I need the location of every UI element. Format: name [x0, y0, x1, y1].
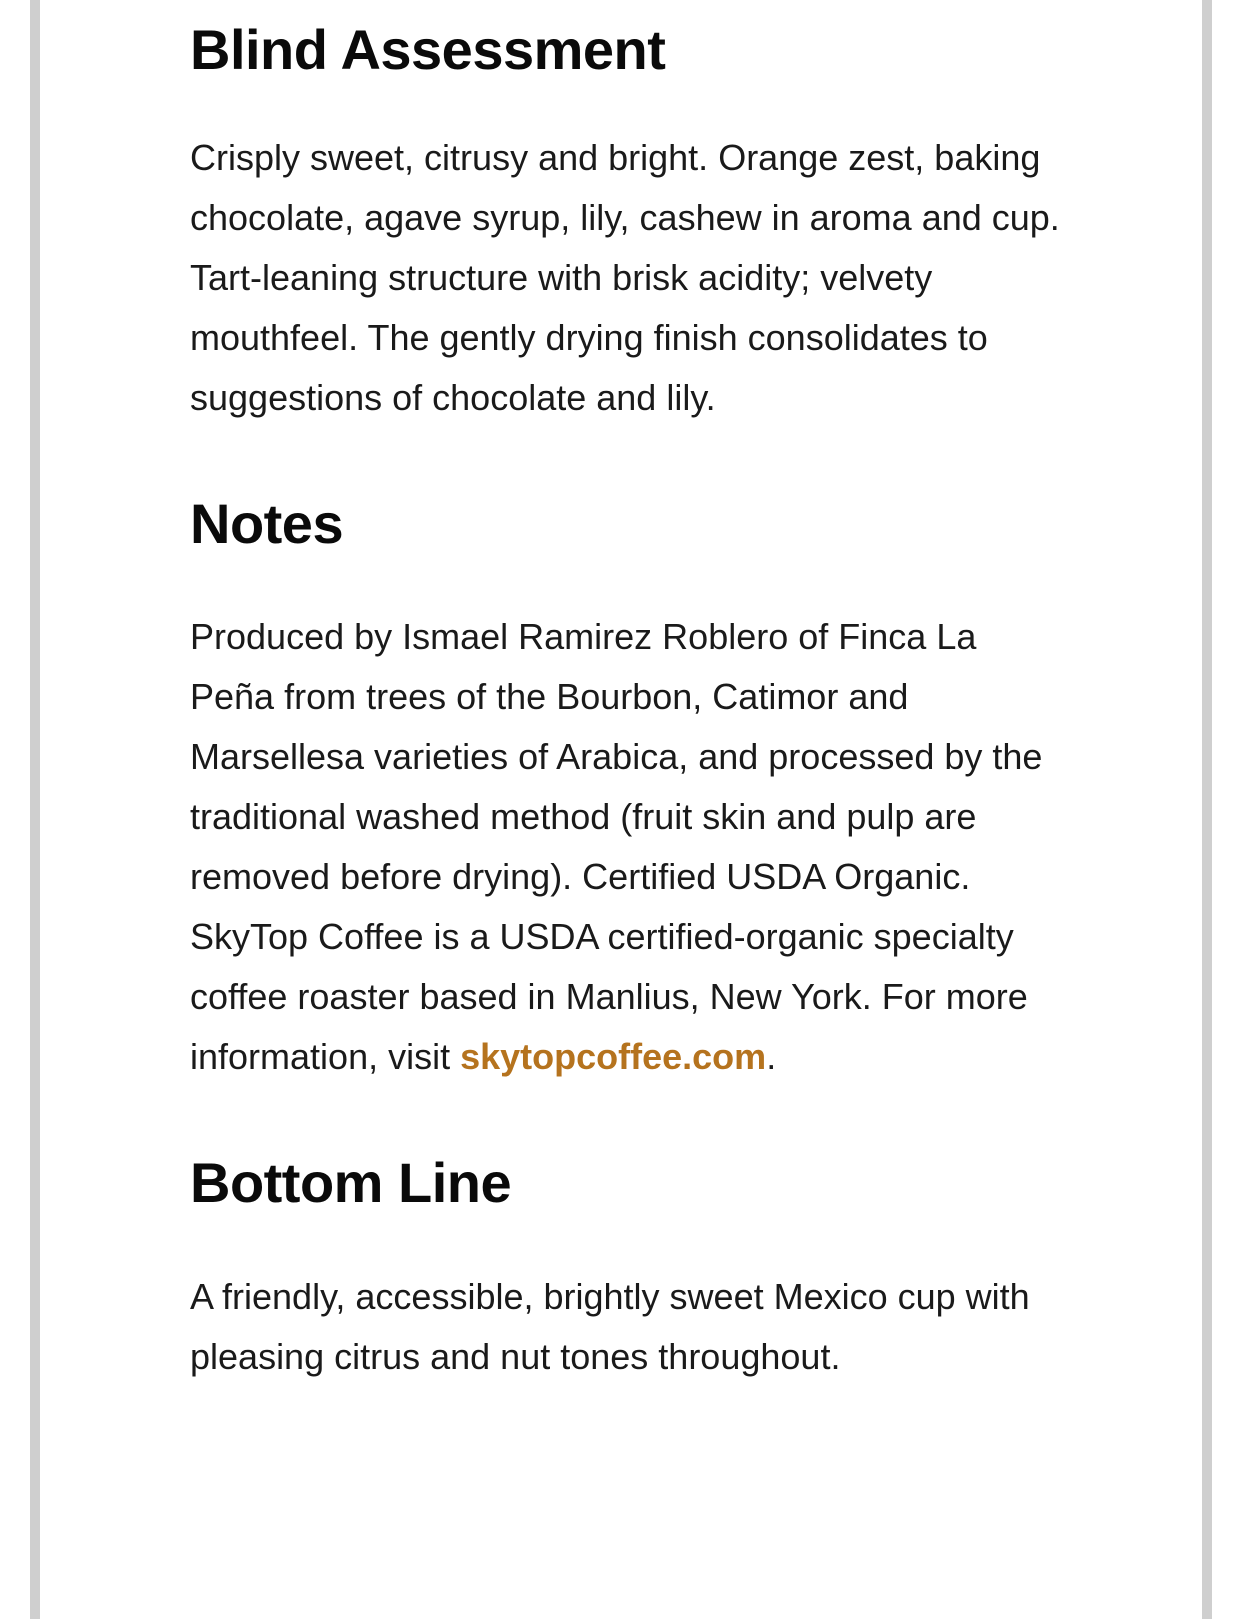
- notes-text: [190, 607, 1070, 1087]
- notes-trailing-period: .: [766, 1036, 777, 1077]
- blind-assessment-heading: Blind Assessment: [190, 18, 666, 81]
- bottom-line-text: A friendly, accessible, brightly sweet Mexico cup with pleasing citrus and nut tones throughout.: [190, 1276, 1030, 1377]
- blind-assessment-text: Crisply sweet, citrusy and bright. Orange zest, baking chocolate, agave syrup, lily, cashew in aroma and cup. Tart-leaning structure with brisk acidity; velvety mouthfeel. The gently drying finish consolidates to suggestions of chocolate and lily.: [190, 137, 1060, 418]
- notes-heading: Notes: [190, 492, 344, 555]
- review-content: [190, 0, 1070, 1387]
- bottom-line-heading: Bottom Line: [190, 1151, 512, 1214]
- notes-body-text: Produced by Ismael Ramirez Roblero of Finca La Peña from trees of the Bourbon, Catimor and Marsellesa varieties of Arabica, and processed by the traditional washed method (fruit skin and pulp are removed before drying). Certified USDA Organic. SkyTop Coffee is a USDA certified-organic specialty coffee roaster based in Manlius, New York. For more information, visit: [190, 616, 1043, 1077]
- skytop-coffee-link[interactable]: skytopcoffee.com: [460, 1036, 767, 1077]
